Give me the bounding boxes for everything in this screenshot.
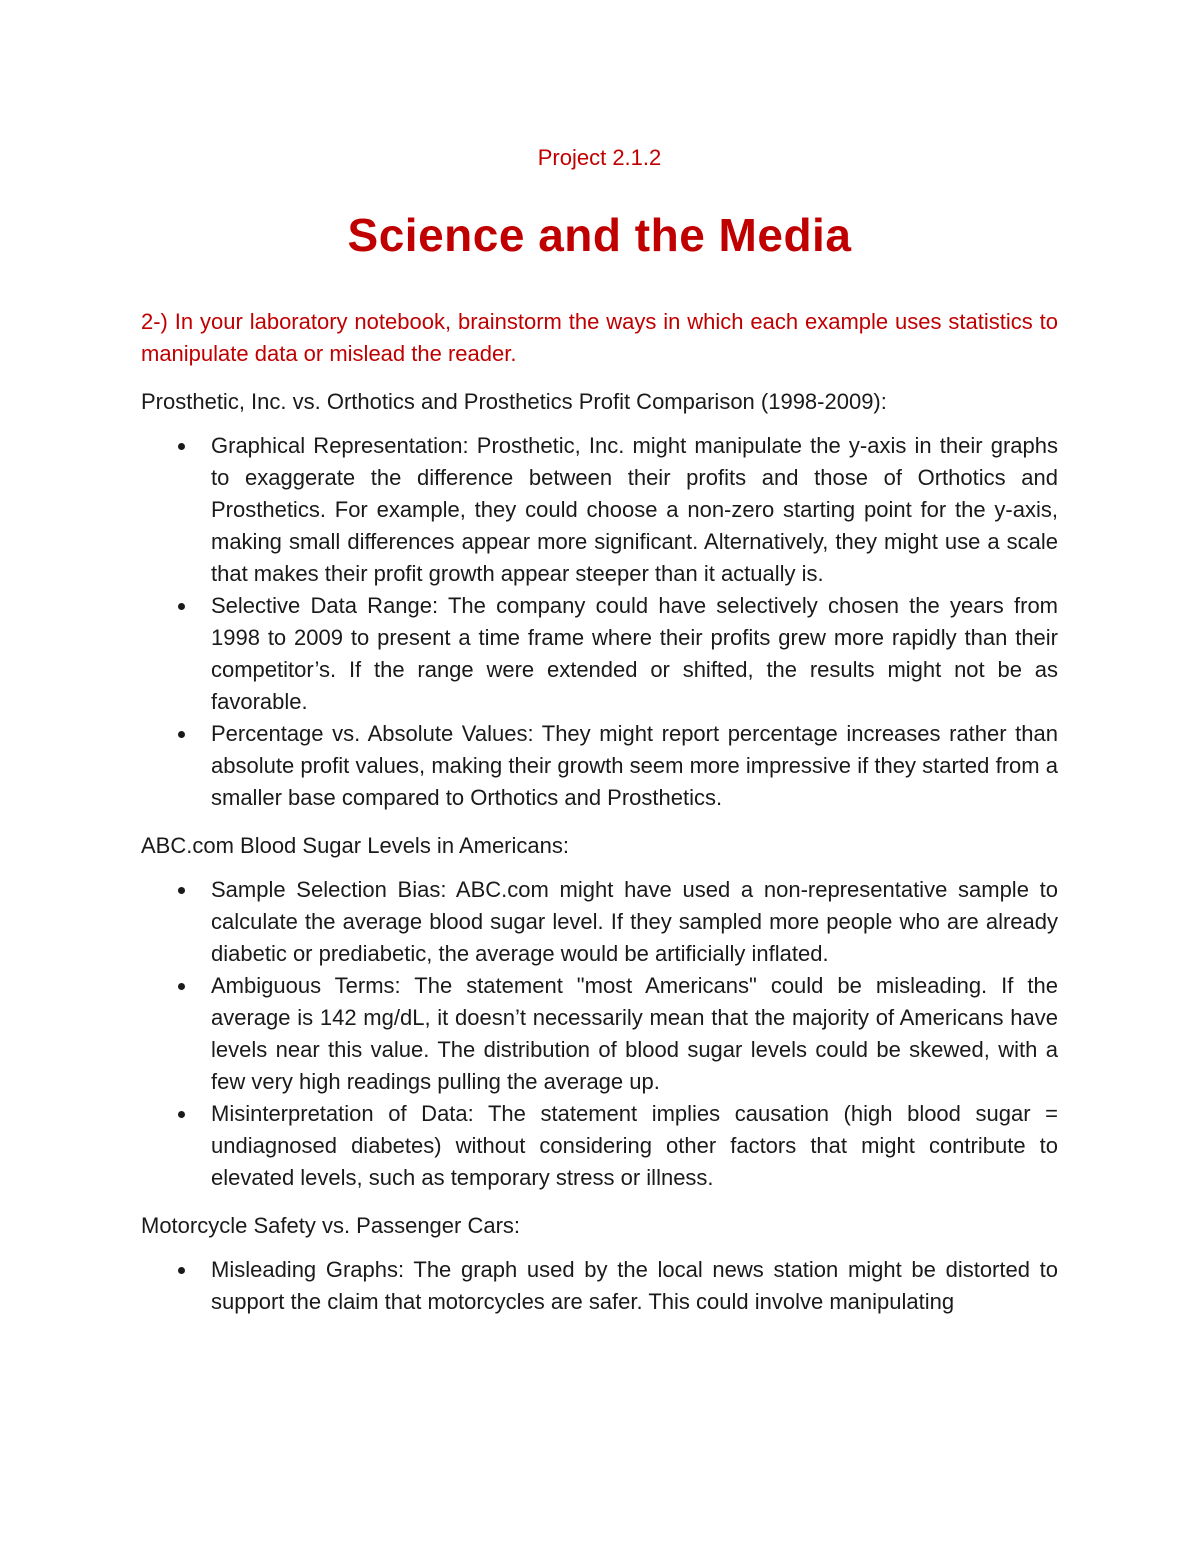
list-item bbox=[141, 970, 1058, 1098]
list-item-text: Sample Selection Bias: ABC.com might have used a non-representative sample to calculate the average blood sugar level. If they sampled more people who are already diabetic or prediabetic, the average would be artificially inflated. bbox=[211, 877, 1058, 966]
bullet-icon bbox=[178, 887, 185, 894]
assignment-prompt: 2-) In your laboratory notebook, brainstorm the ways in which each example uses statistics to manipulate data or mislead the reader. bbox=[141, 309, 1058, 366]
list-item bbox=[141, 430, 1058, 590]
bullet-icon bbox=[178, 1267, 185, 1274]
list-item-text: Misleading Graphs: The graph used by the local news station might be distorted to support the claim that motorcycles are safer. This could involve manipulating bbox=[211, 1257, 1058, 1314]
section-heading-motorcycle: Motorcycle Safety vs. Passenger Cars: bbox=[141, 1213, 521, 1238]
bullet-list-motorcycle bbox=[141, 1254, 1058, 1318]
bullet-list-blood-sugar bbox=[141, 874, 1058, 1194]
bullet-icon bbox=[178, 1111, 185, 1118]
bullet-icon bbox=[178, 983, 185, 990]
list-item bbox=[141, 1254, 1058, 1318]
list-item-text: Ambiguous Terms: The statement "most Americans" could be misleading. If the average is 142 mg/dL, it doesn’t necessarily mean that the majority of Americans have levels near this value. The distribution of blood sugar levels could be skewed, with a few very high readings pulling the average up. bbox=[211, 973, 1058, 1094]
bullet-icon bbox=[178, 603, 185, 610]
list-item-text: Selective Data Range: The company could have selectively chosen the years from 1998 to 2009 to present a time frame where their profits grew more rapidly than their competitor’s. If the range were extended or shifted, the results might not be as favorable. bbox=[211, 593, 1058, 714]
bullet-list-prosthetic bbox=[141, 430, 1058, 814]
project-label: Project 2.1.2 bbox=[537, 145, 662, 170]
list-item-text: Percentage vs. Absolute Values: They might report percentage increases rather than absolute profit values, making their growth seem more impressive if they started from a smaller base compared to Orthotics and Prosthetics. bbox=[211, 721, 1058, 810]
bullet-icon bbox=[178, 443, 185, 450]
page-title: Science and the Media bbox=[347, 209, 852, 261]
list-item-text: Graphical Representation: Prosthetic, Inc. might manipulate the y-axis in their graphs to exaggerate the difference between their profits and those of Orthotics and Prosthetics. For example, they could choose a non-zero starting point for the y-axis, making small differences appear more significant. Alternatively, they might use a scale that makes their profit growth appear steeper than it actually is. bbox=[211, 433, 1058, 586]
list-item bbox=[141, 590, 1058, 718]
list-item bbox=[141, 1098, 1058, 1194]
section-heading-blood-sugar: ABC.com Blood Sugar Levels in Americans: bbox=[141, 833, 569, 858]
document-page bbox=[141, 138, 1058, 1318]
list-item bbox=[141, 874, 1058, 970]
bullet-icon bbox=[178, 731, 185, 738]
section-heading-prosthetic: Prosthetic, Inc. vs. Orthotics and Prosthetics Profit Comparison (1998-2009): bbox=[141, 389, 887, 414]
list-item bbox=[141, 718, 1058, 814]
list-item-text: Misinterpretation of Data: The statement implies causation (high blood sugar = undiagnosed diabetes) without considering other factors that might contribute to elevated levels, such as temporary stress or illness. bbox=[211, 1101, 1058, 1190]
